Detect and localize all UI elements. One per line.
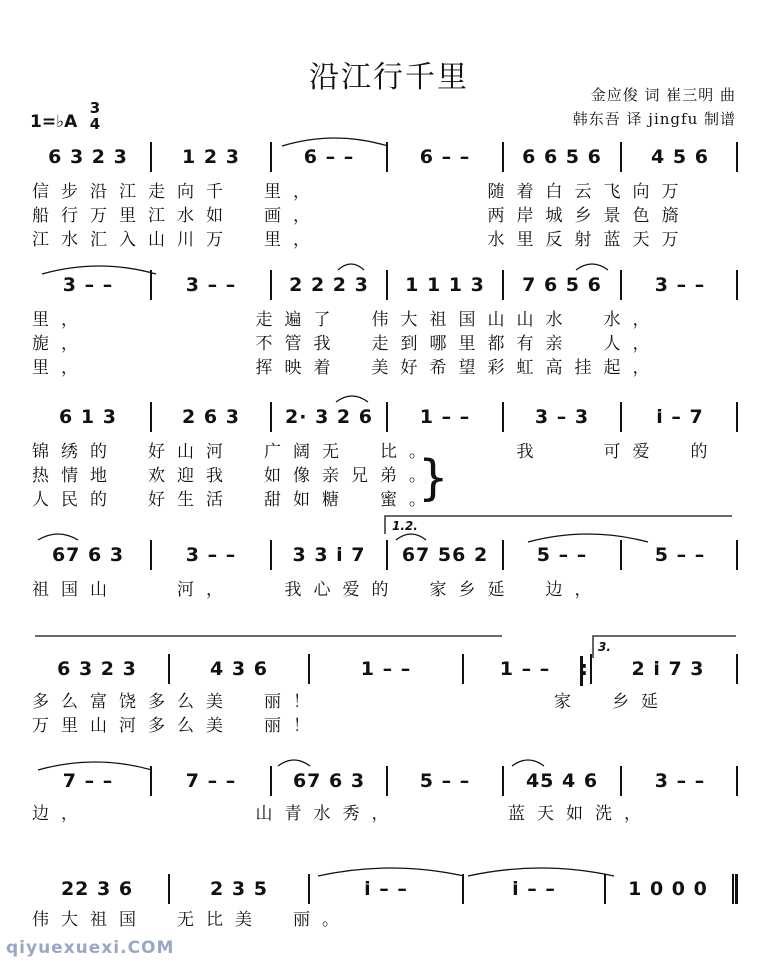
measure: 3 – – <box>654 274 706 296</box>
barline <box>616 540 626 570</box>
measure: 22 3 6 <box>60 878 134 900</box>
lyric-line: 边， 山青水秀， 蓝天如洗， <box>32 804 653 824</box>
tie-mark <box>526 530 650 544</box>
barline <box>146 540 156 570</box>
measure: 6 – – <box>303 146 355 168</box>
measure: 5 – – <box>536 544 588 566</box>
measure: i – – <box>364 878 408 900</box>
measure: 4 5 6 <box>651 146 709 168</box>
barline <box>304 874 314 904</box>
barline <box>498 766 508 796</box>
time-signature-top: 3 <box>89 99 101 117</box>
slur-mark <box>334 392 370 404</box>
measure: 67 56 2 <box>401 544 489 566</box>
measure: 3 – – <box>185 544 237 566</box>
barline <box>616 402 626 432</box>
barline <box>266 766 276 796</box>
barline <box>458 874 468 904</box>
measure: 6 6 5 6 <box>522 146 602 168</box>
measure: 3 3 i 7 <box>292 544 366 566</box>
slur-mark <box>36 530 80 542</box>
repeat-barline <box>586 654 596 684</box>
barline <box>266 270 276 300</box>
slur-mark <box>510 756 546 768</box>
barline <box>732 654 742 684</box>
measure: 45 4 6 <box>525 770 599 792</box>
barline <box>382 270 392 300</box>
slur-mark <box>336 260 366 272</box>
credit-translator-arranger: 韩东吾 译 jingfu 制谱 <box>572 110 736 128</box>
slur-mark <box>394 530 428 542</box>
measure: 7 6 5 6 <box>522 274 602 296</box>
measure: 2 2 2 3 <box>289 274 369 296</box>
lyric-line: 旎， 不管我 走到哪里都有亲 人， <box>32 334 662 354</box>
measure: 2 i 7 3 <box>631 658 705 680</box>
site-watermark <box>6 938 174 958</box>
key-signature: 1=♭A <box>30 112 78 132</box>
measure: 6 1 3 <box>59 406 117 428</box>
measure: 67 6 3 <box>51 544 125 566</box>
tie-mark <box>36 758 154 772</box>
lyric-line: 里， 走遍了 伟大祖国山山水 水， <box>32 310 662 330</box>
lyric-line: 船行万里江水如 画， 两岸城乡景色旖 <box>32 206 691 226</box>
tie-mark <box>466 864 616 878</box>
measure: 6 – – <box>419 146 471 168</box>
measure: 1 – – <box>419 406 471 428</box>
measure: 3 – – <box>62 274 114 296</box>
barline <box>146 142 156 172</box>
lyric-line: 多么富饶多么美 丽！ 家 乡延 <box>32 692 670 712</box>
barline <box>266 402 276 432</box>
barline <box>732 142 742 172</box>
barline <box>164 874 174 904</box>
watermark-brand: qiyuexuexi <box>6 938 121 958</box>
measure: 2· 3 2 6 <box>285 406 373 428</box>
lyric-line: 江水汇入山川万 里， 水里反射蓝天万 <box>32 230 691 250</box>
measure: 5 – – <box>654 544 706 566</box>
barline <box>600 874 610 904</box>
measure: 3 – 3 <box>534 406 590 428</box>
barline <box>498 270 508 300</box>
volta-label: 3. <box>598 640 611 654</box>
lyric-line: 伟大祖国 无比美 丽。 <box>32 910 351 930</box>
barline <box>266 540 276 570</box>
barline <box>616 766 626 796</box>
verse-brace: } <box>418 450 449 506</box>
barline <box>266 142 276 172</box>
measure: 3 – – <box>654 770 706 792</box>
measure: 67 6 3 <box>292 770 366 792</box>
volta-bracket <box>34 632 504 644</box>
lyric-line: 祖国山 河， 我心爱的 家乡延 边， <box>32 580 604 600</box>
barline <box>732 270 742 300</box>
measure: 1 1 1 3 <box>405 274 485 296</box>
barline <box>732 402 742 432</box>
measure: i – 7 <box>656 406 704 428</box>
measure: 1 – – <box>360 658 412 680</box>
measure: 2 3 5 <box>210 878 268 900</box>
song-title: 沿江行千里 <box>309 60 469 95</box>
tie-mark <box>40 262 158 276</box>
barline <box>164 654 174 684</box>
watermark-tld: .COM <box>120 938 175 958</box>
lyric-line: 热情地 欢迎我 如像亲兄弟。 <box>32 466 438 486</box>
measure: i – – <box>512 878 556 900</box>
barline <box>732 766 742 796</box>
barline <box>382 402 392 432</box>
measure: 6 3 2 3 <box>57 658 137 680</box>
measure: 5 – – <box>419 770 471 792</box>
measure: 1 2 3 <box>182 146 240 168</box>
lyric-line: 里， 挥映着 美好希望彩虹高挂起， <box>32 358 662 378</box>
lyric-line: 万里山河多么美 丽！ <box>32 716 322 736</box>
tie-mark <box>316 864 466 878</box>
barline <box>146 402 156 432</box>
tie-mark <box>280 134 390 148</box>
time-signature <box>87 100 103 132</box>
barline <box>498 540 508 570</box>
measure: 7 – – <box>62 770 114 792</box>
measure: 2 6 3 <box>182 406 240 428</box>
measure: 6 3 2 3 <box>48 146 128 168</box>
volta-label: 1.2. <box>392 519 418 533</box>
barline <box>732 540 742 570</box>
final-barline <box>728 874 738 904</box>
barline <box>382 540 392 570</box>
measure: 7 – – <box>185 770 237 792</box>
lyric-line: 锦绣的 好山河 广阔无 比。 我 可爱 的 <box>32 442 720 462</box>
barline <box>382 766 392 796</box>
barline <box>458 654 468 684</box>
credit-lyricist-composer: 金应俊 词 崔三明 曲 <box>590 86 736 104</box>
lyric-line: 人民的 好生活 甜如糖 蜜。 <box>32 490 438 510</box>
slur-mark <box>276 756 312 768</box>
barline <box>616 142 626 172</box>
slur-mark <box>574 260 610 272</box>
time-signature-bottom: 4 <box>89 115 101 133</box>
lyric-line: 信步沿江走向千 里， 随着白云飞向万 <box>32 182 691 202</box>
barline <box>498 142 508 172</box>
barline <box>498 402 508 432</box>
barline <box>616 270 626 300</box>
measure: 3 – – <box>185 274 237 296</box>
measure: 4 3 6 <box>210 658 268 680</box>
barline <box>304 654 314 684</box>
measure: 1 0 0 0 <box>628 878 708 900</box>
measure: 1 – – <box>499 658 551 680</box>
